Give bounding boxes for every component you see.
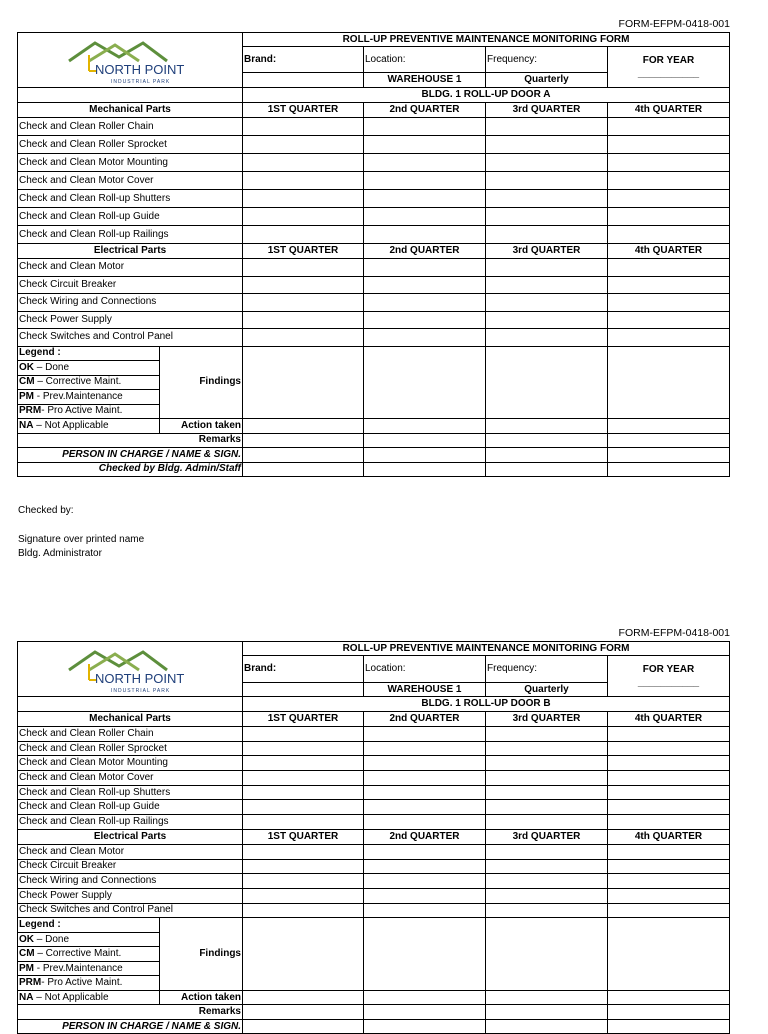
brand-label: Brand: [243, 47, 364, 73]
quarter-cell[interactable] [243, 1019, 364, 1034]
form-title: ROLL-UP PREVENTIVE MAINTENANCE MONITORING FORM [243, 642, 730, 656]
legend-entry [18, 404, 160, 419]
checklist-row [18, 815, 730, 830]
checklist-item: Check and Clean Motor Mounting [18, 154, 243, 172]
checklist-item: Check and Clean Roll-up Shutters [18, 785, 243, 800]
frequency-label: Frequency: [486, 656, 608, 683]
quarter-cell[interactable] [364, 785, 486, 800]
quarter-cell[interactable] [608, 294, 730, 312]
north-point-logo [55, 642, 205, 696]
quarter-cell[interactable] [243, 419, 364, 434]
quarter-header: 1ST QUARTER [243, 712, 364, 727]
quarter-cell[interactable] [364, 190, 486, 208]
legend-key: PRM [19, 977, 42, 988]
quarter-cell[interactable] [243, 462, 364, 477]
quarter-cell[interactable] [243, 154, 364, 172]
quarter-cell[interactable] [608, 419, 730, 434]
remarks-label: Remarks [18, 433, 243, 448]
quarter-cell[interactable] [608, 874, 730, 889]
location-label: Location: [364, 47, 486, 73]
action-row [18, 990, 730, 1005]
legend-text: - Pro Active Maint. [41, 977, 123, 988]
quarter-cell[interactable] [486, 419, 608, 434]
quarter-cell[interactable] [364, 329, 486, 347]
quarter-header: 4th QUARTER [608, 712, 730, 727]
legend-title: Legend : [18, 918, 160, 933]
checklist-item: Check Wiring and Connections [18, 294, 243, 312]
checklist-item: Check Power Supply [18, 888, 243, 903]
quarter-cell[interactable] [486, 815, 608, 830]
mechanical-parts-header: Mechanical Parts [18, 103, 243, 118]
quarter-cell[interactable] [486, 448, 608, 463]
findings-cell[interactable] [486, 346, 608, 419]
maintenance-form-b [17, 641, 730, 1034]
quarter-cell[interactable] [364, 226, 486, 244]
checklist-row [18, 190, 730, 208]
quarter-cell[interactable] [486, 1019, 608, 1034]
checklist-item: Check Wiring and Connections [18, 874, 243, 889]
location-label: Location: [364, 656, 486, 683]
quarter-cell[interactable] [243, 800, 364, 815]
quarter-cell[interactable] [486, 844, 608, 859]
legend-text: - Prev.Maintenance [34, 390, 123, 402]
findings-cell[interactable] [486, 918, 608, 991]
form-code: FORM-EFPM-0418-001 [618, 627, 730, 639]
for-year-cell [608, 656, 730, 697]
quarter-cell[interactable] [608, 154, 730, 172]
remarks-row [18, 1005, 730, 1020]
quarter-cell[interactable] [243, 294, 364, 312]
legend-entry [18, 361, 160, 376]
person-in-charge-row [18, 448, 730, 463]
person-in-charge-row [18, 1019, 730, 1034]
quarter-cell[interactable] [608, 859, 730, 874]
quarter-cell[interactable] [608, 888, 730, 903]
checklist-item: Check and Clean Motor Cover [18, 771, 243, 786]
quarter-header: 3rd QUARTER [486, 829, 608, 844]
findings-label: Findings [160, 346, 243, 419]
location-value: WAREHOUSE 1 [364, 73, 486, 88]
legend-title: Legend : [18, 346, 160, 361]
quarter-cell[interactable] [608, 990, 730, 1005]
checklist-item: Check and Clean Roller Chain [18, 727, 243, 742]
checklist-row [18, 226, 730, 244]
quarter-header: 3rd QUARTER [486, 712, 608, 727]
quarter-cell[interactable] [608, 226, 730, 244]
quarter-header: 2nd QUARTER [364, 244, 486, 259]
svg-text:NORTH POINT: NORTH POINT [95, 671, 185, 686]
quarter-cell[interactable] [486, 118, 608, 136]
role-label: Bldg. Administrator [18, 548, 102, 559]
legend-key: CM [19, 948, 35, 959]
remarks-label: Remarks [18, 1005, 243, 1020]
frequency-value: Quarterly [486, 683, 608, 697]
quarter-cell[interactable] [486, 874, 608, 889]
electrical-parts-header: Electrical Parts [18, 244, 243, 259]
quarter-cell[interactable] [608, 172, 730, 190]
checklist-item: Check and Clean Roller Sprocket [18, 136, 243, 154]
quarter-cell[interactable] [486, 741, 608, 756]
legend-key: CM [19, 376, 35, 388]
legend-text: – Corrective Maint. [34, 376, 122, 388]
legend-key: NA [19, 419, 34, 431]
quarter-cell[interactable] [364, 208, 486, 226]
quarter-cell[interactable] [486, 771, 608, 786]
checklist-row [18, 294, 730, 312]
for-year-blank: ___________ [637, 67, 700, 79]
quarter-cell[interactable] [364, 844, 486, 859]
quarter-cell[interactable] [364, 990, 486, 1005]
checklist-item: Check Switches and Control Panel [18, 329, 243, 347]
quarter-cell[interactable] [608, 844, 730, 859]
quarter-cell[interactable] [608, 771, 730, 786]
checklist-item: Check and Clean Roll-up Railings [18, 815, 243, 830]
quarter-cell[interactable] [608, 118, 730, 136]
quarter-cell[interactable] [243, 448, 364, 463]
quarter-cell[interactable] [486, 990, 608, 1005]
quarter-cell[interactable] [486, 172, 608, 190]
findings-label: Findings [160, 918, 243, 991]
quarter-cell[interactable] [608, 741, 730, 756]
quarter-cell[interactable] [364, 154, 486, 172]
quarter-cell[interactable] [486, 756, 608, 771]
findings-cell[interactable] [243, 346, 364, 419]
logo-cell [18, 642, 243, 697]
quarter-cell[interactable] [364, 276, 486, 294]
quarter-cell[interactable] [364, 741, 486, 756]
person-in-charge-label: PERSON IN CHARGE / NAME & SIGN. [18, 448, 243, 463]
quarter-cell[interactable] [608, 903, 730, 918]
checklist-item: Check Circuit Breaker [18, 276, 243, 294]
quarter-cell[interactable] [608, 727, 730, 742]
quarter-cell[interactable] [608, 329, 730, 347]
quarter-cell[interactable] [608, 259, 730, 277]
checklist-row [18, 727, 730, 742]
quarter-cell[interactable] [243, 172, 364, 190]
legend-row [18, 918, 730, 933]
quarter-cell[interactable] [486, 727, 608, 742]
quarter-cell[interactable] [486, 785, 608, 800]
checklist-item: Check and Clean Motor [18, 259, 243, 277]
checklist-row [18, 888, 730, 903]
quarter-cell[interactable] [364, 727, 486, 742]
for-year-cell [608, 47, 730, 88]
quarter-cell[interactable] [243, 311, 364, 329]
quarter-cell[interactable] [243, 433, 364, 448]
legend-entry [18, 947, 160, 962]
quarter-cell[interactable] [608, 1005, 730, 1020]
checklist-row [18, 903, 730, 918]
quarter-cell[interactable] [243, 844, 364, 859]
quarter-cell[interactable] [608, 448, 730, 463]
logo-cell [18, 33, 243, 88]
quarter-cell[interactable] [486, 154, 608, 172]
checklist-item: Check and Clean Motor Mounting [18, 756, 243, 771]
quarter-cell[interactable] [364, 859, 486, 874]
quarter-cell[interactable] [364, 448, 486, 463]
checklist-row [18, 800, 730, 815]
checklist-item: Check Power Supply [18, 311, 243, 329]
quarter-cell[interactable] [243, 118, 364, 136]
quarter-cell[interactable] [608, 208, 730, 226]
form-title: ROLL-UP PREVENTIVE MAINTENANCE MONITORING FORM [243, 33, 730, 47]
for-year-blank: ___________ [637, 676, 700, 688]
quarter-cell[interactable] [243, 208, 364, 226]
quarter-cell[interactable] [608, 756, 730, 771]
legend-text: - Pro Active Maint. [41, 405, 123, 417]
remarks-row [18, 433, 730, 448]
checklist-row [18, 118, 730, 136]
checklist-row [18, 136, 730, 154]
quarter-header: 1ST QUARTER [243, 103, 364, 118]
quarter-cell[interactable] [243, 1005, 364, 1020]
checklist-item: Check and Clean Roll-up Guide [18, 800, 243, 815]
mechanical-parts-header: Mechanical Parts [18, 712, 243, 727]
quarter-cell[interactable] [608, 800, 730, 815]
quarter-header: 4th QUARTER [608, 244, 730, 259]
svg-text:INDUSTRIAL PARK: INDUSTRIAL PARK [111, 79, 171, 85]
mechanical-header-row [18, 103, 730, 118]
quarter-cell[interactable] [486, 190, 608, 208]
quarter-cell[interactable] [486, 888, 608, 903]
quarter-cell[interactable] [364, 756, 486, 771]
quarter-cell[interactable] [243, 190, 364, 208]
quarter-header: 2nd QUARTER [364, 829, 486, 844]
quarter-cell[interactable] [486, 136, 608, 154]
frequency-label: Frequency: [486, 47, 608, 73]
for-year-label: FOR YEAR [642, 54, 695, 66]
checked-by-admin-label: Checked by Bldg. Admin/Staff [18, 462, 243, 477]
checklist-item: Check and Clean Roll-up Guide [18, 208, 243, 226]
legend-entry [18, 961, 160, 976]
legend-key: PM [19, 390, 34, 402]
north-point-logo [55, 33, 205, 87]
quarter-cell[interactable] [486, 208, 608, 226]
quarter-cell[interactable] [243, 226, 364, 244]
quarter-cell[interactable] [364, 419, 486, 434]
frequency-value: Quarterly [486, 73, 608, 88]
logo-bottom-cell [18, 88, 243, 103]
checklist-row [18, 311, 730, 329]
findings-cell[interactable] [364, 346, 486, 419]
maintenance-form-a [17, 32, 730, 477]
checklist-item: Check and Clean Roll-up Shutters [18, 190, 243, 208]
legend-key: PM [19, 962, 34, 974]
quarter-cell[interactable] [364, 311, 486, 329]
legend-text: – Corrective Maint. [34, 948, 122, 959]
brand-value[interactable] [243, 683, 364, 697]
checklist-item: Check and Clean Motor [18, 844, 243, 859]
legend-entry [18, 976, 160, 991]
quarter-cell[interactable] [243, 329, 364, 347]
checked-by-label: Checked by: [18, 505, 74, 516]
quarter-header: 3rd QUARTER [486, 244, 608, 259]
legend-entry [18, 390, 160, 405]
quarter-cell[interactable] [364, 815, 486, 830]
quarter-cell[interactable] [364, 118, 486, 136]
checklist-row [18, 741, 730, 756]
svg-text:INDUSTRIAL PARK: INDUSTRIAL PARK [111, 688, 171, 694]
quarter-cell[interactable] [486, 329, 608, 347]
logo-bottom-cell [18, 697, 243, 712]
quarter-cell[interactable] [486, 903, 608, 918]
checklist-row [18, 154, 730, 172]
legend-key: OK [19, 933, 34, 945]
quarter-cell[interactable] [364, 771, 486, 786]
checklist-row [18, 172, 730, 190]
checklist-row [18, 276, 730, 294]
quarter-cell[interactable] [243, 859, 364, 874]
legend-text: - Prev.Maintenance [34, 962, 123, 974]
legend-text: – Not Applicable [33, 991, 109, 1003]
electrical-header-row [18, 829, 730, 844]
findings-cell[interactable] [364, 918, 486, 991]
legend-text: – Done [34, 933, 70, 945]
quarter-cell[interactable] [243, 276, 364, 294]
quarter-header: 4th QUARTER [608, 103, 730, 118]
checklist-row [18, 785, 730, 800]
quarter-cell[interactable] [243, 903, 364, 918]
quarter-header: 3rd QUARTER [486, 103, 608, 118]
quarter-cell[interactable] [243, 136, 364, 154]
quarter-cell[interactable] [364, 172, 486, 190]
quarter-header: 1ST QUARTER [243, 244, 364, 259]
quarter-cell[interactable] [364, 294, 486, 312]
legend-text: – Done [34, 361, 70, 373]
quarter-header: 1ST QUARTER [243, 829, 364, 844]
legend-entry [18, 932, 160, 947]
checklist-item: Check and Clean Motor Cover [18, 172, 243, 190]
svg-text:NORTH POINT: NORTH POINT [95, 62, 185, 77]
checklist-row [18, 329, 730, 347]
quarter-cell[interactable] [608, 190, 730, 208]
quarter-cell[interactable] [608, 433, 730, 448]
mechanical-header-row [18, 712, 730, 727]
checklist-row [18, 844, 730, 859]
quarter-cell[interactable] [486, 226, 608, 244]
quarter-cell[interactable] [364, 1005, 486, 1020]
findings-cell[interactable] [243, 918, 364, 991]
for-year-label: FOR YEAR [642, 663, 695, 675]
quarter-cell[interactable] [608, 1019, 730, 1034]
quarter-cell[interactable] [486, 294, 608, 312]
action-row [18, 419, 730, 434]
signoff-block [18, 504, 144, 562]
quarter-cell[interactable] [364, 462, 486, 477]
quarter-cell[interactable] [486, 462, 608, 477]
quarter-header: 2nd QUARTER [364, 103, 486, 118]
quarter-cell[interactable] [364, 888, 486, 903]
quarter-cell[interactable] [608, 311, 730, 329]
quarter-cell[interactable] [243, 990, 364, 1005]
quarter-cell[interactable] [243, 756, 364, 771]
quarter-cell[interactable] [486, 1005, 608, 1020]
legend-row [18, 346, 730, 361]
quarter-cell[interactable] [243, 785, 364, 800]
checklist-row [18, 259, 730, 277]
checklist-item: Check Switches and Control Panel [18, 903, 243, 918]
checked-by-row [18, 462, 730, 477]
checklist-row [18, 208, 730, 226]
electrical-header-row [18, 244, 730, 259]
brand-label: Brand: [243, 656, 364, 683]
legend-text: – Not Applicable [33, 419, 109, 431]
quarter-cell[interactable] [486, 800, 608, 815]
electrical-parts-header: Electrical Parts [18, 829, 243, 844]
checklist-item: Check and Clean Roller Sprocket [18, 741, 243, 756]
quarter-cell[interactable] [608, 785, 730, 800]
checklist-row [18, 756, 730, 771]
quarter-header: 2nd QUARTER [364, 712, 486, 727]
quarter-cell[interactable] [364, 800, 486, 815]
quarter-cell[interactable] [608, 462, 730, 477]
quarter-cell[interactable] [364, 874, 486, 889]
checklist-row [18, 859, 730, 874]
action-taken-label: Action taken [160, 419, 243, 434]
brand-value[interactable] [243, 73, 364, 88]
quarter-cell[interactable] [243, 874, 364, 889]
quarter-cell[interactable] [608, 276, 730, 294]
quarter-header: 4th QUARTER [608, 829, 730, 844]
legend-key: NA [19, 991, 34, 1003]
quarter-cell[interactable] [364, 259, 486, 277]
checklist-row [18, 771, 730, 786]
legend-entry [18, 375, 160, 390]
person-in-charge-label: PERSON IN CHARGE / NAME & SIGN. [18, 1019, 243, 1034]
location-value: WAREHOUSE 1 [364, 683, 486, 697]
quarter-cell[interactable] [608, 815, 730, 830]
quarter-cell[interactable] [243, 741, 364, 756]
form-code: FORM-EFPM-0418-001 [618, 18, 730, 30]
quarter-cell[interactable] [243, 815, 364, 830]
quarter-cell[interactable] [364, 136, 486, 154]
quarter-cell[interactable] [243, 259, 364, 277]
legend-key: PRM [19, 405, 42, 417]
quarter-cell[interactable] [486, 859, 608, 874]
action-taken-label: Action taken [160, 990, 243, 1005]
checklist-item: Check and Clean Roller Chain [18, 118, 243, 136]
quarter-cell[interactable] [243, 888, 364, 903]
door-title: BLDG. 1 ROLL-UP DOOR A [243, 88, 730, 103]
legend-key: OK [19, 361, 34, 373]
signature-label: Signature over printed name [18, 533, 145, 545]
quarter-cell[interactable] [364, 433, 486, 448]
quarter-cell[interactable] [364, 903, 486, 918]
quarter-cell[interactable] [486, 259, 608, 277]
findings-cell[interactable] [608, 918, 730, 991]
checklist-item: Check Circuit Breaker [18, 859, 243, 874]
checklist-item: Check and Clean Roll-up Railings [18, 226, 243, 244]
quarter-cell[interactable] [608, 136, 730, 154]
quarter-cell[interactable] [243, 727, 364, 742]
quarter-cell[interactable] [364, 1019, 486, 1034]
legend-entry [18, 419, 160, 434]
legend-entry [18, 990, 160, 1005]
checklist-row [18, 874, 730, 889]
findings-cell[interactable] [608, 346, 730, 419]
quarter-cell[interactable] [486, 276, 608, 294]
door-title: BLDG. 1 ROLL-UP DOOR B [243, 697, 730, 712]
quarter-cell[interactable] [486, 433, 608, 448]
quarter-cell[interactable] [243, 771, 364, 786]
quarter-cell[interactable] [486, 311, 608, 329]
